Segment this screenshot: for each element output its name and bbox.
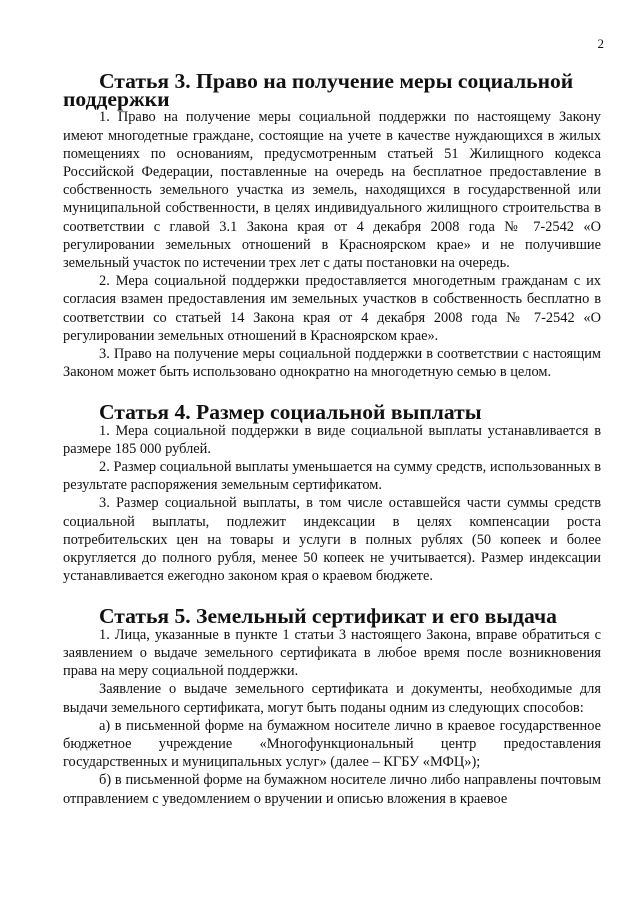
paragraph: Заявление о выдаче земельного сертификата и документы, необходимые для выдачи земельного сертификата, могут быть поданы одним из следующих способов: [63,681,601,716]
paragraph: б) в письменной форме на бумажном носителе лично либо направлены почтовым отправлением с уведомлением о вручении и описью вложения в краевое [63,772,601,807]
paragraph: 2. Мера социальной поддержки предоставляется многодетным гражданам с их согласия взамен предоставления им земельных участков в собственность бесплатно в соответствии со статьей 14 Закона края от 4 декабря 2008 года № 7-2542 «О регулировании земельных отношений в Красноярском крае». [63,273,601,344]
article-5 [63,604,601,807]
article-3 [63,69,601,381]
paragraph: 2. Размер социальной выплаты уменьшается на сумму средств, использованных в результате распоряжения земельным сертификатом. [63,459,601,494]
article-title: Статья 5. Земельный сертификат и его выдача [99,604,557,629]
document-body [63,69,601,808]
article-title: Статья 4. Размер социальной выплаты [99,400,482,425]
article-4 [63,400,601,585]
article-title: Статья 3. Право на получение меры социальной поддержки [63,69,574,112]
paragraph: а) в письменной форме на бумажном носителе лично в краевое государственное бюджетное учреждение «Многофункциональный центр предоставления государственных и муниципальных услуг» (далее – КГБУ «МФЦ»); [63,717,601,771]
paragraph: 1. Лица, указанные в пункте 1 статьи 3 настоящего Закона, вправе обратиться с заявлением о выдаче земельного сертификата в любое время после возникновения права на меру социальной поддержки. [63,626,601,680]
paragraph: 1. Право на получение меры социальной поддержки по настоящему Закону имеют многодетные граждане, состоящие на учете в качестве нуждающихся в жилых помещениях по основаниям, предусмотренным статьей 51 Жилищного кодекса Российской Федерации, поставленные на очередь на бесплатное предоставление в собственность земельного участка из земель, находящихся в государственной или муниципальной собственности, в целях индивидуального жилищного строительства в соответствии с главой 3.1 Закона края от 4 декабря 2008 года № 7-2542 «О регулировании земельных отношений в Красноярском крае» и не получившие земельный участок по истечении трех лет с даты постановки на очередь. [63,109,601,272]
page-number: 2 [597,36,604,51]
paragraph: 1. Мера социальной поддержки в виде социальной выплаты устанавливается в размере 185 000 рублей. [63,422,601,457]
paragraph: 3. Право на получение меры социальной поддержки в соответствии с настоящим Законом может быть использовано однократно на многодетную семью в целом. [63,346,601,381]
paragraph: 3. Размер социальной выплаты, в том числе оставшейся части суммы средств социальной выплаты, подлежит индексации в целях компенсации роста потребительских цен на товары и услуги в полных рублях (50 копеек и более округляется до полного рубля, менее 50 копеек не учитывается). Размер индексации устанавливается ежегодно законом края о краевом бюджете. [63,495,601,585]
